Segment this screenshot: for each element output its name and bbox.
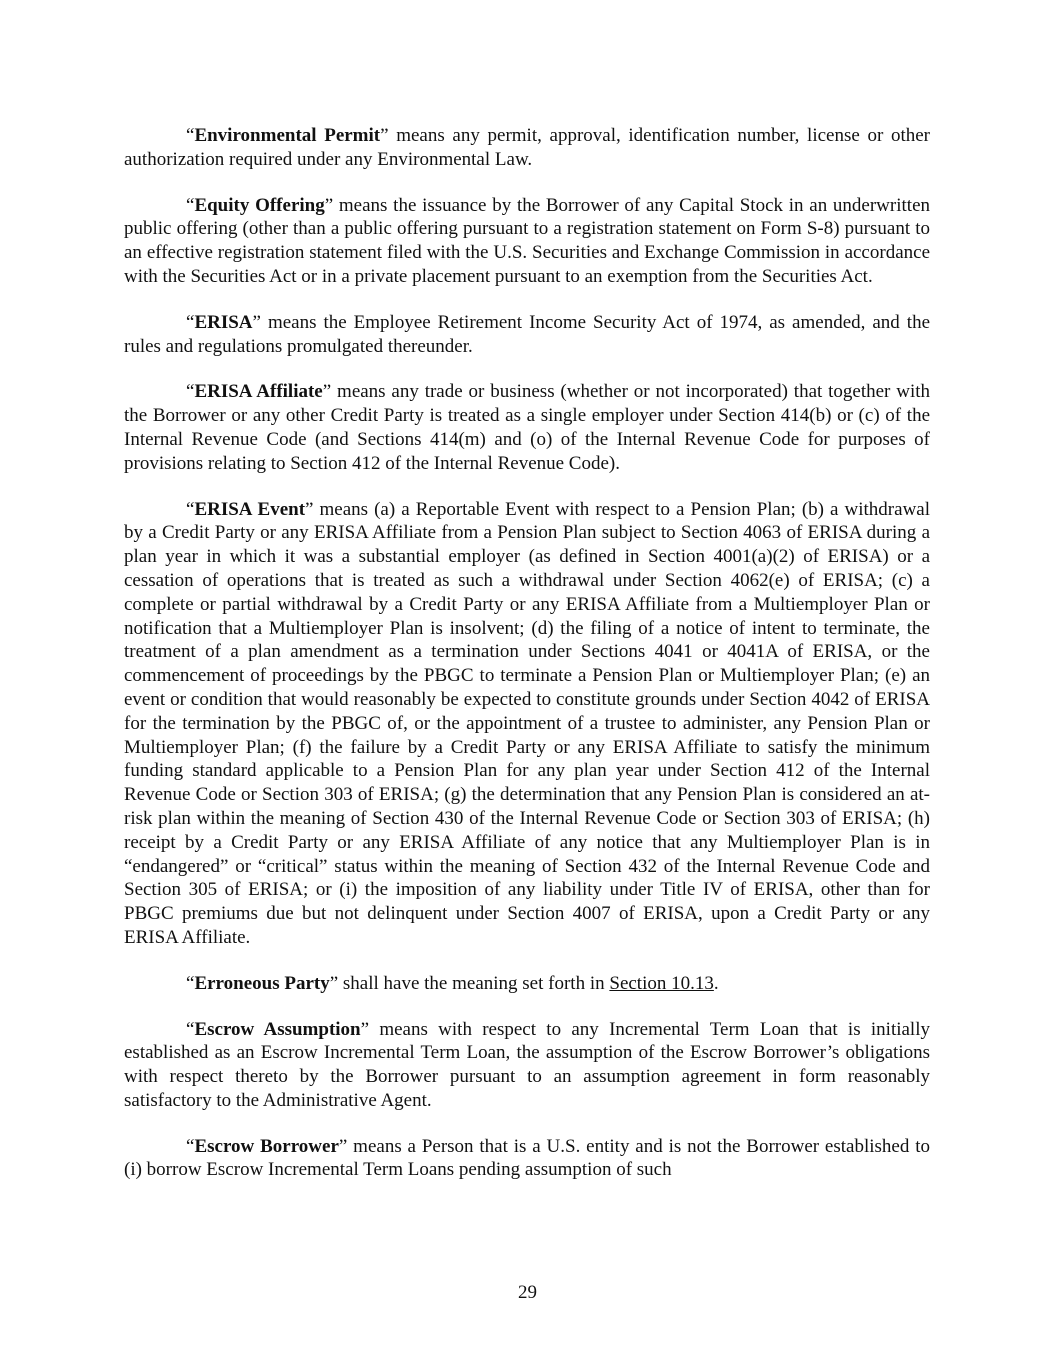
definition-text: means with respect to any Incremental Term Loan that is initially established as an Escrow Incremental Term Loan, the assumption of the Escrow Borrower’s obligations with respect thereto by the Borrower pursuant to an assumption agreement in form reasonably satisfactory to the Administrative Agent.: [124, 1018, 930, 1111]
definition-escrow-borrower: “Escrow Borrower” means a Person that is a U.S. entity and is not the Borrower established to (i) borrow Escrow Incremental Term Loans pending assumption of such: [124, 1135, 930, 1181]
definition-environmental-permit: “Environmental Permit” means any permit, approval, identification number, license or other authorization required under any Environmental Law.: [124, 125, 930, 170]
definition-erisa: “ERISA” means the Employee Retirement Income Security Act of 1974, as amended, and the rules and regulations promulgated thereunder.: [124, 311, 930, 357]
definition-text-tail: .: [713, 972, 719, 994]
definition-text: means the Employee Retirement Income Security Act of 1974, as amended, and the rules and regulations promulgated thereunder.: [124, 311, 930, 357]
definition-text: means the issuance by the Borrower of any Capital Stock in an underwritten public offering (other than a public offering pursuant to a registration statement on Form S-8) pursuant to an effective registration statement filed with the U.S. Securities and Exchange Commission in accordance with the Securities Act or in a private placement pursuant to an exemption from the Securities Act.: [124, 194, 931, 287]
definition-text: means (a) a Reportable Event with respect to a Pension Plan; (b) a withdrawal by a Credit Party or any ERISA Affiliate from a Pension Plan subject to Section 4063 of ERISA during a plan year in which it was a substantial employer (as defined in Section 4001(a)(2) of ERISA) or a cessation of operations that is treated as such a withdrawal under Section 4062(e) of ERISA; (c) a complete or partial withdrawal by a Credit Party or any ERISA Affiliate from a Multiemployer Plan or notification that a Multiemployer Plan is insolvent; (d) the filing of a notice of intent to terminate, the treatment of a plan amendment as a termination under Sections 4041 or 4041A of ERISA, or the commencement of proceedings by the PBGC to terminate a Pension Plan or Multiemployer Plan; (e) an event or condition that would reasonably be expected to constitute grounds under Section 4042 of ERISA for the termination by the PBGC of, or the appointment of a trustee to administer, any Pension Plan or Multiemployer Plan; (f) the failure by a Credit Party or any ERISA Affiliate to satisfy the minimum funding standard applicable to a Pension Plan for any plan year under Section 412 of the Internal Revenue Code or Section 303 of ERISA; (g) the determination that any Pension Plan is considered an at-risk plan within the meaning of Section 430 of the Internal Revenue Code or Section 303 of ERISA; (h) receipt by a Credit Party or any ERISA Affiliate of any notice that any Multiemployer Plan is in “endangered” or “critical” status within the meaning of Section 432 of the Internal Revenue Code and Section 305 of ERISA; or (i) the imposition of any liability under Title IV of ERISA, other than for PBGC premiums due but not delinquent under Section 4007 of ERISA, upon a Credit Party or any ERISA Affiliate.: [124, 498, 930, 948]
defined-term: Erroneous Party: [194, 972, 330, 994]
definition-equity-offering: “Equity Offering” means the issuance by the Borrower of any Capital Stock in an underwritten public offering (other than a public offering pursuant to a registration statement on Form S-8) pursuant to an effective registration statement filed with the U.S. Securities and Exchange Commission in accordance with the Securities Act or in a private placement pursuant to an exemption from the Securities Act.: [124, 194, 931, 287]
defined-term: Escrow Borrower: [194, 1135, 339, 1157]
document-body: [124, 124, 930, 1204]
defined-term: ERISA Event: [194, 498, 306, 520]
definition-erisa-event: “ERISA Event” means (a) a Reportable Event with respect to a Pension Plan; (b) a withdrawal by a Credit Party or any ERISA Affiliate from a Pension Plan subject to Section 4063 of ERISA during a plan year in which it was a substantial employer (as defined in Section 4001(a)(2) of ERISA) or a cessation of operations that is treated as such a withdrawal under Section 4062(e) of ERISA; (c) a complete or partial withdrawal by a Credit Party or any ERISA Affiliate from a Multiemployer Plan or notification that a Multiemployer Plan is insolvent; (d) the filing of a notice of intent to terminate, the treatment of a plan amendment as a termination under Sections 4041 or 4041A of ERISA, or the commencement of proceedings by the PBGC to terminate a Pension Plan or Multiemployer Plan; (e) an event or condition that would reasonably be expected to constitute grounds under Section 4042 of ERISA for the termination by the PBGC of, or the appointment of a trustee to administer, any Pension Plan or Multiemployer Plan; (f) the failure by a Credit Party or any ERISA Affiliate to satisfy the minimum funding standard applicable to a Pension Plan for any plan year under Section 412 of the Internal Revenue Code or Section 303 of ERISA; (g) the determination that any Pension Plan is considered an at-risk plan within the meaning of Section 430 of the Internal Revenue Code or Section 303 of ERISA; (h) receipt by a Credit Party or any ERISA Affiliate of any notice that any Multiemployer Plan is in “endangered” or “critical” status within the meaning of Section 432 of the Internal Revenue Code and Section 305 of ERISA; or (i) the imposition of any liability under Title IV of ERISA, other than for PBGC premiums due but not delinquent under Section 4007 of ERISA, upon a Credit Party or any ERISA Affiliate.: [124, 498, 930, 948]
defined-term: ERISA: [194, 311, 253, 333]
defined-term: Equity Offering: [194, 194, 325, 216]
definition-text: shall have the meaning set forth in: [338, 972, 610, 994]
page-number: 29: [518, 1282, 537, 1303]
defined-term: Environmental Permit: [194, 125, 381, 146]
definition-text: means any trade or business (whether or not incorporated) that together with the Borrower or any other Credit Party is treated as a single employer under Section 414(b) or (c) of the Internal Revenue Code (and Sections 414(m) and (o) of the Internal Revenue Code for purposes of provisions relating to Section 412 of the Internal Revenue Code).: [124, 381, 931, 474]
definition-text: means any permit, approval, identification number, license or other authorization required under any Environmental Law.: [124, 125, 930, 170]
definition-text: means a Person that is a U.S. entity and is not the Borrower established to (i) borrow Escrow Incremental Term Loans pending assumption of such: [124, 1135, 930, 1181]
defined-term: ERISA Affiliate: [194, 381, 323, 403]
defined-term: Escrow Assumption: [194, 1018, 361, 1040]
definition-escrow-assumption: “Escrow Assumption” means with respect to any Incremental Term Loan that is initially established as an Escrow Incremental Term Loan, the assumption of the Escrow Borrower’s obligations with respect thereto by the Borrower pursuant to an assumption agreement in form reasonably satisfactory to the Administrative Agent.: [124, 1018, 930, 1111]
definition-erisa-affiliate: “ERISA Affiliate” means any trade or business (whether or not incorporated) that together with the Borrower or any other Credit Party is treated as a single employer under Section 414(b) or (c) of the Internal Revenue Code (and Sections 414(m) and (o) of the Internal Revenue Code for purposes of provisions relating to Section 412 of the Internal Revenue Code).: [124, 381, 931, 474]
section-reference: Section 10.13: [609, 972, 714, 994]
definition-erroneous-party: “Erroneous Party” shall have the meaning set forth in Section 10.13.: [186, 972, 719, 994]
